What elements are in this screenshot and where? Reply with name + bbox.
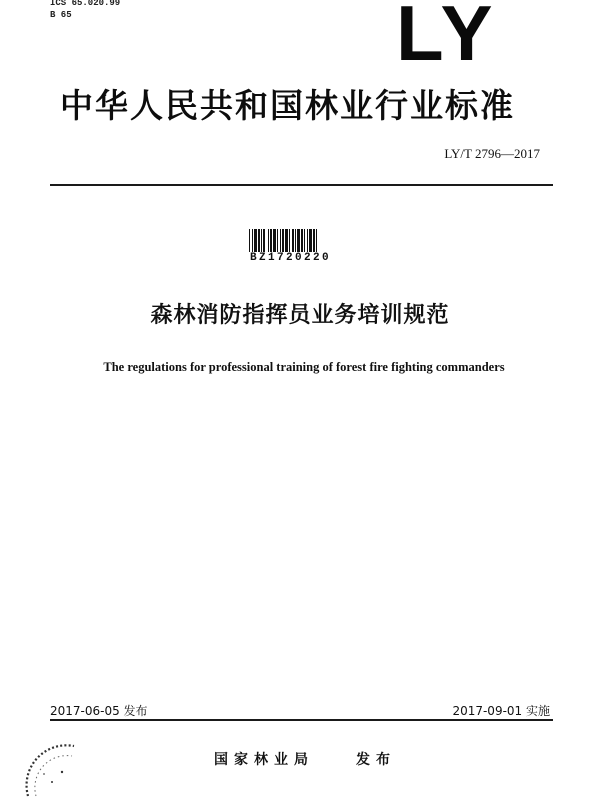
- barcode-icon: [249, 229, 357, 252]
- ly-logo: LY: [396, 0, 497, 77]
- implementation-date: 2017-09-01 实施: [452, 704, 550, 718]
- ics-code: ICS 65.020.99: [50, 0, 121, 8]
- publisher-name: 国家林业局: [214, 752, 314, 768]
- publish-label: 发布: [356, 752, 396, 768]
- barcode-number: BZ1720220: [250, 252, 332, 264]
- document-title-cn: 森林消防指挥员业务培训规范: [150, 303, 450, 328]
- national-standard-title: 中华人民共和国林业行业标准: [60, 86, 515, 125]
- issue-date: 2017-06-05 发布: [50, 704, 148, 718]
- document-title-en: The regulations for professional training of forest fire fighting commanders: [103, 360, 505, 374]
- ccs-code: B 65: [50, 10, 72, 20]
- seal-icon: [22, 738, 82, 798]
- footer-divider: [50, 719, 553, 721]
- header-divider: [50, 184, 553, 186]
- standard-number: LY/T 2796—2017: [444, 146, 540, 161]
